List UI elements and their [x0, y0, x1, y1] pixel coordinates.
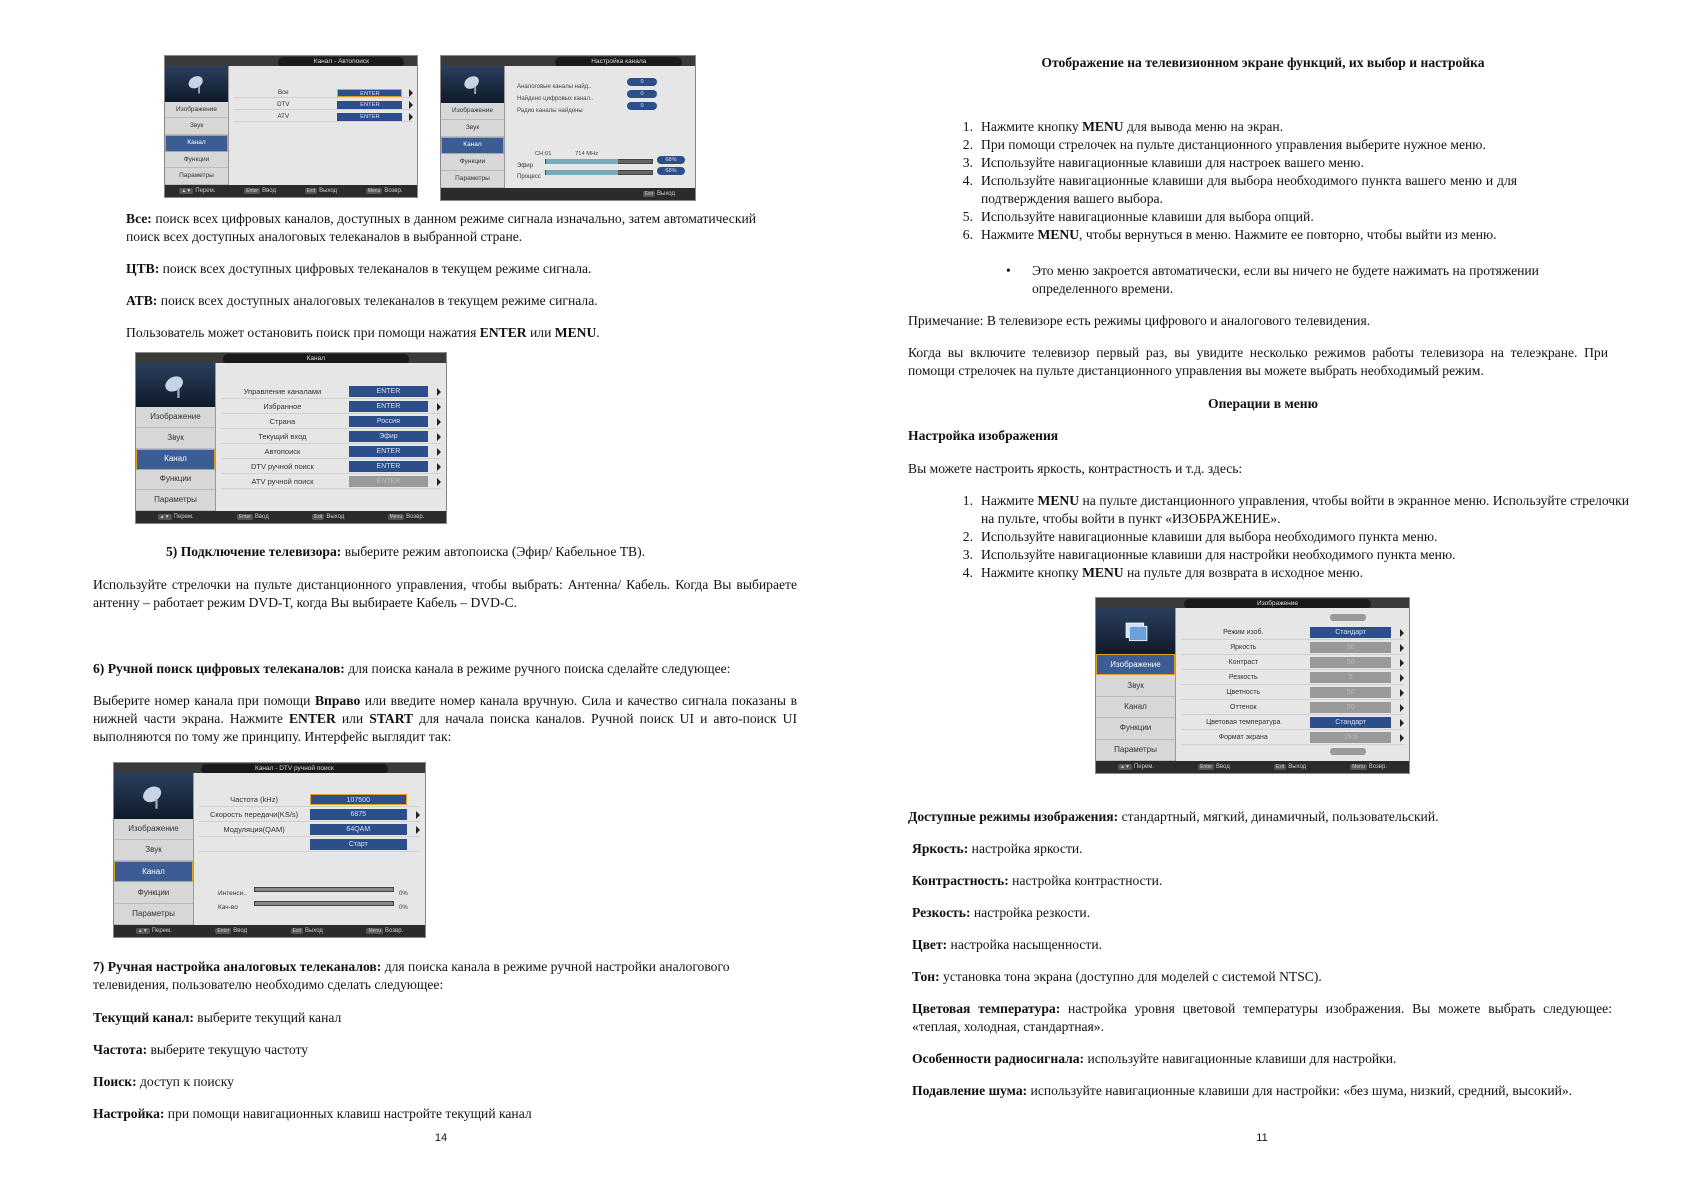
osd-channel-menu [135, 352, 447, 524]
osd-row[interactable]: Яркость 50 [1181, 641, 1405, 655]
osd-row[interactable]: Режим изоб. Стандарт [1181, 626, 1405, 640]
operations-heading: Операции в меню [1208, 396, 1318, 411]
osd-row[interactable]: Текущий вход Эфир [221, 430, 442, 444]
list-item: 2. Используйте навигационные клавиши для выбора необходимого пункта меню. [962, 529, 1438, 544]
progress-label: Процесс [517, 174, 541, 180]
analog-found-label: Аналоговые каналы найд.. [517, 84, 592, 90]
picture-settings-heading: Настройка изображения [908, 428, 1059, 443]
first-on-paragraph: Когда вы включите телевизор первый раз, вы увидите несколько режимов работы телевизора на телеэкране. При помощи стрелочек на пульте дистанционного управления вы можете выбрать необходимый режим. [908, 345, 1608, 378]
menu-item[interactable]: Параметры [136, 490, 215, 511]
menu-item[interactable]: Функции [441, 154, 504, 171]
osd-row[interactable]: Все ENTER [233, 88, 414, 98]
dtv-paragraph: ЦТВ: поиск всех доступных цифровых телеканалов в текущем режиме сигнала. [126, 261, 592, 276]
osd-dtv-manual-search [113, 762, 426, 938]
radio-found-label: Радио каналы найдены [517, 108, 583, 114]
search-paragraph: Поиск: доступ к поиску [93, 1074, 234, 1089]
scroll-down-button[interactable] [1330, 748, 1366, 755]
signal-value: 68% [657, 156, 685, 164]
menu-item[interactable]: Функции [114, 882, 193, 903]
quality-value: 0% [399, 905, 408, 911]
menu-item[interactable]: Функции [1096, 718, 1175, 739]
menu-item[interactable]: Изображение [1096, 654, 1175, 675]
page-heading: Отображение на телевизионном экране функций, их выбор и настройка [1041, 55, 1485, 70]
picture-icon [1096, 608, 1175, 654]
menu-item[interactable]: Звук [1096, 675, 1175, 696]
osd-row[interactable]: Частота (kHz) 107500 [199, 793, 421, 807]
progress-bar [545, 170, 653, 175]
menu-item[interactable]: Изображение [136, 407, 215, 428]
list-item: 3. Используйте навигационные клавиши для настроек вашего меню. [962, 155, 1364, 170]
osd-row[interactable]: Цветность 50 [1181, 686, 1405, 700]
menu-item[interactable]: Изображение [165, 102, 228, 119]
osd-row[interactable]: Старт [199, 838, 421, 852]
menu-item[interactable]: Звук [114, 840, 193, 861]
tv-connection-paragraph: 5) Подключение телевизора: выберите режим автопоиска (Эфир/ Кабельное ТВ). [166, 544, 646, 559]
current-channel-paragraph: Текущий канал: выберите текущий канал [93, 1010, 342, 1025]
menu-item[interactable]: Канал [136, 449, 215, 470]
menu-steps-list [957, 118, 1517, 244]
picture-intro: Вы можете настроить яркость, контрастность и т.д. здесь: [908, 461, 1243, 476]
osd-row[interactable]: Страна Россия [221, 415, 442, 429]
menu-item[interactable]: Изображение [114, 819, 193, 840]
list-item: 6. Нажмите MENU, чтобы вернуться в меню. Нажмите ее повторно, чтобы выйти из меню. [962, 227, 1497, 242]
osd-footer: ▲▼ Перем. Enter Ввод Exit Выход Menu Возвр. [165, 185, 417, 197]
modes-paragraph: Доступные режимы изображения: стандартный, мягкий, динамичный, пользовательский. [908, 809, 1439, 824]
menu-item[interactable]: Параметры [165, 168, 228, 185]
osd-footer: ▲▼ Перем. Enter Ввод Exit Выход Menu Возвр. [1096, 761, 1409, 773]
strength-bar [254, 887, 394, 892]
osd-row[interactable]: Контраст 50 [1181, 656, 1405, 670]
tune-paragraph: Настройка: при помощи навигационных клавиш настройте текущий канал [93, 1106, 532, 1121]
bullet-icon: • [1006, 263, 1011, 278]
antenna-cable-paragraph: Используйте стрелочки на пульте дистанционного управления, чтобы выбрать: Антенна/ Кабель. Когда Вы выбираете антенну – работает режим DVD-T, когда Вы выбираете Кабель – DVD-C. [93, 577, 797, 610]
list-item: 2. При помощи стрелочек на пульте дистанционного управления выберите нужное меню. [962, 137, 1486, 152]
list-item: 3. Используйте навигационные клавиши для настройки необходимого пункта меню. [962, 547, 1456, 562]
page-number: 14 [434, 1132, 448, 1144]
menu-item[interactable]: Канал [441, 137, 504, 154]
osd-channel-setup [440, 55, 696, 201]
list-item: 4. Нажмите кнопку MENU на пульте для возврата в исходное меню. [962, 565, 1363, 580]
osd-row[interactable]: Формат экрана 16:9 [1181, 731, 1405, 745]
contrast-paragraph: Контрастность: настройка контрастности. [912, 873, 1163, 888]
osd-row[interactable]: Избранное ENTER [221, 400, 442, 414]
osd-picture-menu [1095, 597, 1410, 774]
noise-reduction-paragraph: Подавление шума: используйте навигационные клавиши для настройки: «без шума, низкий, средний, высокий». [912, 1083, 1573, 1098]
osd-footer: ▲▼ Перем. Enter Ввод Exit Выход Menu Возвр. [114, 925, 425, 937]
list-item: 1. Нажмите MENU на пульте дистанционного управления, чтобы войти в экранное меню. Используйте стрелочки на пульте, чтобы войти в пункт «ИЗОБРАЖЕНИЕ». [962, 493, 1629, 526]
analog-found-count: 0 [627, 78, 657, 86]
auto-close-note: Это меню закроется автоматически, если вы ничего не будете нажимать на протяжении определенного времени. [1032, 263, 1539, 296]
menu-item[interactable]: Канал [114, 861, 193, 882]
osd-title: Канал [223, 354, 409, 364]
signal-label: Эфир [517, 163, 533, 169]
channel-number: CH:01 [535, 151, 552, 157]
osd-row[interactable]: Автопоиск ENTER [221, 445, 442, 459]
menu-item[interactable]: Изображение [441, 103, 504, 120]
osd-autosearch [164, 55, 418, 198]
sharpness-paragraph: Резкость: настройка резкости. [912, 905, 1091, 920]
page-number: 11 [1256, 1132, 1268, 1144]
radio-found-count: 0 [627, 102, 657, 110]
list-item: 4. Используйте навигационные клавиши для выбора необходимого пункта вашего меню и для подтверждения вашего выбора. [962, 173, 1517, 206]
osd-sidebar [165, 66, 229, 185]
menu-item[interactable]: Функции [165, 152, 228, 169]
atv-paragraph: АТВ: поиск всех доступных аналоговых телеканалов в текущем режиме сигнала. [126, 293, 598, 308]
signal-bar-fill [546, 159, 618, 164]
satellite-dish-icon [136, 363, 215, 407]
picture-steps-list [957, 492, 1629, 582]
note-paragraph: Примечание: В телевизоре есть режимы цифрового и аналогового телевидения. [908, 313, 1371, 328]
osd-sidebar [114, 773, 194, 925]
osd-row[interactable]: Оттенок 50 [1181, 701, 1405, 715]
satellite-dish-icon [441, 66, 504, 103]
quality-label: Кач-во [218, 904, 238, 911]
menu-item[interactable]: Канал [165, 135, 228, 152]
osd-row[interactable]: Резкость 5 [1181, 671, 1405, 685]
right-page [842, 0, 1684, 1190]
osd-sidebar [1096, 608, 1176, 761]
menu-item[interactable]: Звук [165, 118, 228, 135]
digital-found-label: Найдено цифровых канал.. [517, 96, 594, 102]
strength-label: Интенси.. [218, 890, 247, 897]
osd-title: Канал - DTV ручной поиск [201, 764, 388, 774]
osd-title: Изображение [1184, 599, 1372, 609]
osd-row[interactable]: Управление каналами ENTER [221, 385, 442, 399]
osd-row[interactable]: ATV ENTER [233, 112, 414, 122]
tone-paragraph: Тон: установка тона экрана (доступно для моделей с системой NTSC). [912, 969, 1322, 984]
stop-search-paragraph: Пользователь может остановить поиск при помощи нажатия ENTER или MENU. [126, 325, 600, 340]
signal-bar [545, 159, 653, 164]
manual-dtv-heading: 6) Ручной поиск цифровых телеканалов: для поиска канала в режиме ручного поиска сделайте следующее: [93, 661, 731, 676]
channel-frequency: 714 MHz [575, 151, 599, 157]
osd-title: Канал - Автопоиск [278, 57, 404, 67]
osd-footer: Exit Выход [441, 188, 695, 200]
menu-item[interactable]: Параметры [441, 171, 504, 188]
select-channel-paragraph: Выберите номер канала при помощи Вправо или введите номер канала вручную. Сила и качество сигнала показаны в нижней части экрана. Нажмите ENTER или START для начала поиска каналов. Ручной поиск UI и авто-поиск UI выполняются по тому же принципу. Интерфейс выглядит так: [93, 693, 798, 744]
osd-row[interactable]: Скорость передачи(KS/s) 6875 [199, 808, 421, 822]
progress-value: 68% [657, 167, 685, 175]
scroll-up-button[interactable] [1330, 614, 1366, 621]
osd-sidebar [136, 363, 216, 511]
list-item: 1. Нажмите кнопку MENU для вывода меню на экран. [962, 119, 1284, 134]
osd-row[interactable]: DTV ENTER [233, 100, 414, 110]
satellite-dish-icon [165, 66, 228, 102]
osd-row[interactable]: Цветовая температура Стандарт [1181, 716, 1405, 730]
osd-row[interactable]: Модуляция(QAM) 64QAM [199, 823, 421, 837]
osd-row[interactable]: ATV ручной поиск ENTER [221, 475, 442, 489]
color-temperature-paragraph: Цветовая температура: настройка уровня цветовой температуры изображения. Вы можете выбрать следующее: «теплая, холодная, стандартная». [912, 1001, 1612, 1034]
color-paragraph: Цвет: настройка насыщенности. [912, 937, 1103, 952]
frequency-paragraph: Частота: выберите текущую частоту [93, 1042, 309, 1057]
radio-signal-paragraph: Особенности радиосигнала: используйте навигационные клавиши для настройки. [912, 1051, 1397, 1066]
osd-row[interactable]: DTV ручной поиск ENTER [221, 460, 442, 474]
menu-item[interactable]: Параметры [1096, 740, 1175, 761]
digital-found-count: 0 [627, 90, 657, 98]
osd-title: Настройка канала [555, 57, 682, 67]
menu-item[interactable]: Звук [136, 428, 215, 449]
menu-item[interactable]: Канал [1096, 697, 1175, 718]
satellite-dish-icon [114, 773, 193, 819]
brightness-paragraph: Яркость: настройка яркости. [912, 841, 1083, 856]
osd-sidebar [441, 66, 505, 188]
osd-footer: ▲▼ Перем. Enter Ввод Exit Выход Menu Возвр. [136, 511, 446, 523]
menu-item[interactable]: Параметры [114, 904, 193, 925]
list-item: 5. Используйте навигационные клавиши для выбора опций. [962, 209, 1314, 224]
progress-bar-fill [546, 170, 618, 175]
menu-item[interactable]: Звук [441, 120, 504, 137]
quality-bar [254, 901, 394, 906]
manual-atv-heading: 7) Ручная настройка аналоговых телеканалов: для поиска канала в режиме ручной настройки аналогового телевидения, пользователю необходимо сделать следующее: [93, 959, 730, 992]
all-search-paragraph: Все: поиск всех цифровых каналов, доступных в данном режиме сигнала изначально, затем автоматический поиск всех доступных аналоговых телеканалов в выбранной стране. [126, 211, 756, 244]
menu-item[interactable]: Функции [136, 470, 215, 491]
strength-value: 0% [399, 891, 408, 897]
